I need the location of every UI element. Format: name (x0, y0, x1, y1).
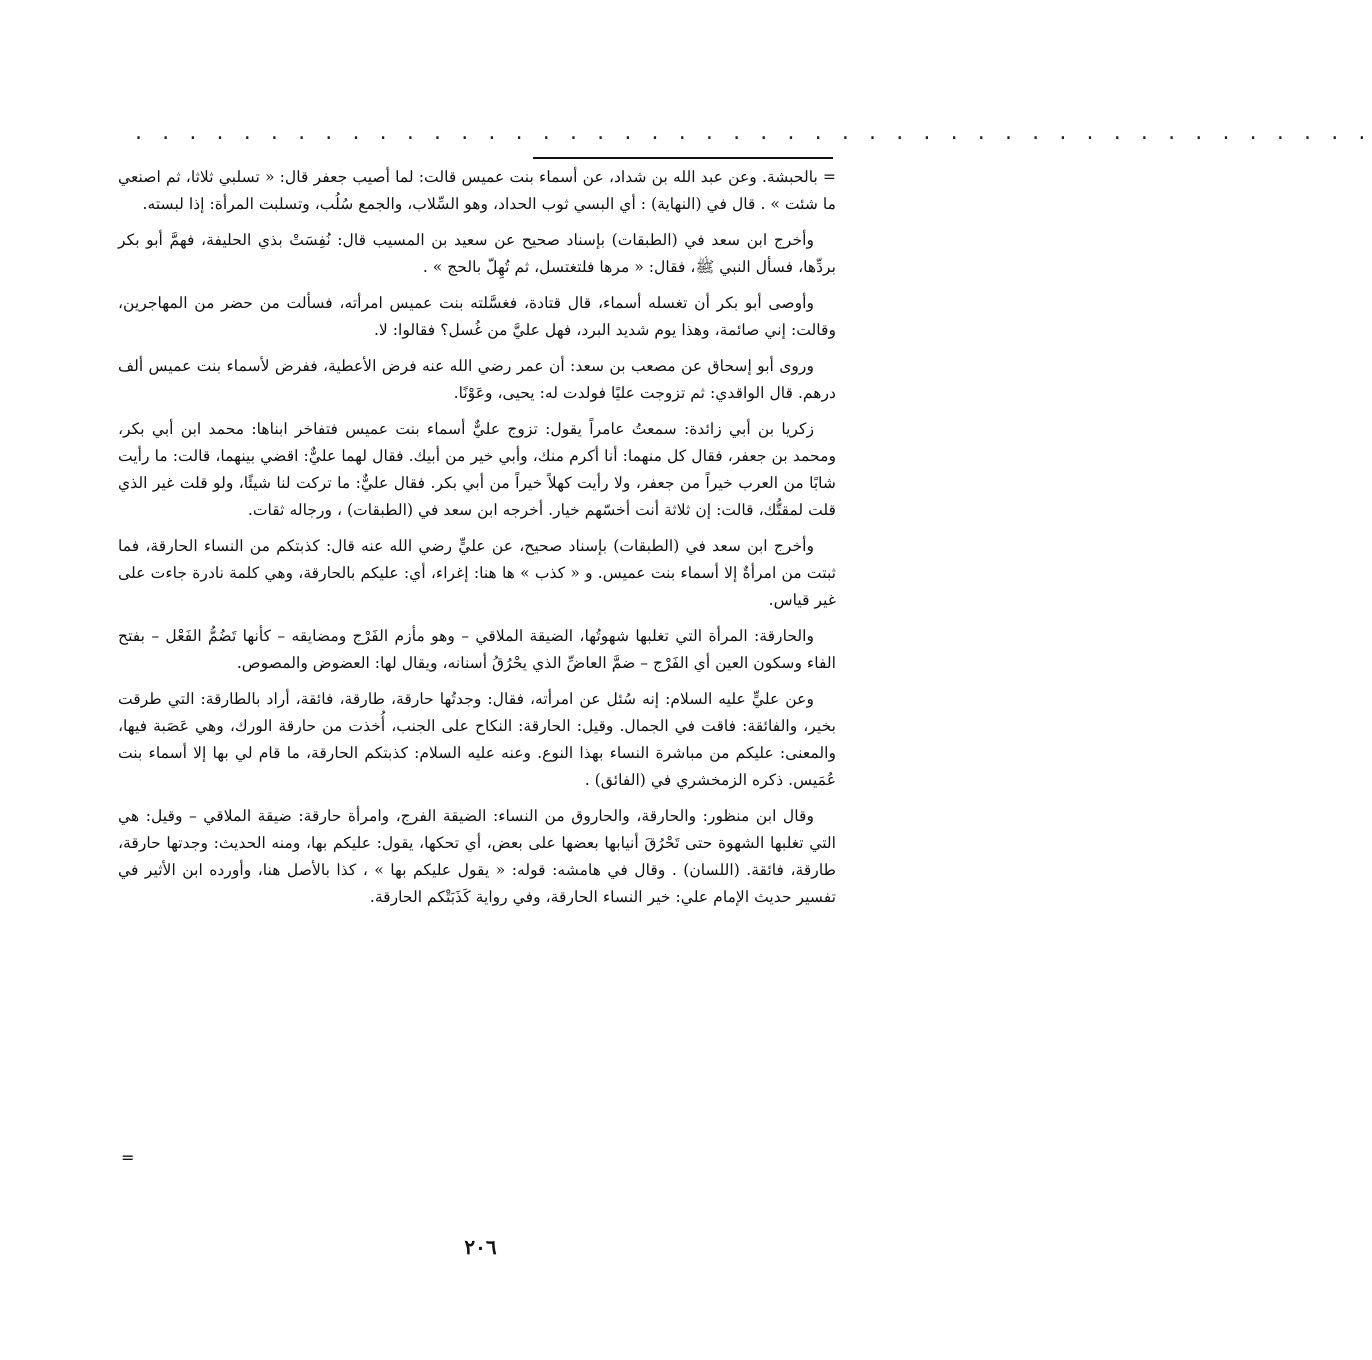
page-number: ٢٠٦ (464, 1235, 497, 1259)
footnotes-block (118, 164, 836, 920)
footnote-paragraph: وعن عليٍّ عليه السلام: إنه سُئل عن امرأته، فقال: وجدتُها حارقة، طارقة، فائقة، أراد بالطارقة: التي طرقت بخير، والفائقة: فاقت في الجمال. وقيل: الحارقة: النكاح على الجنب، أُخذت من حارقة الورك، وهي عَصَبة فيها، والمعنى: عليكم من مباشرة النساء بهذا النوع. وعنه عليه السلام: كذبتكم الحارقة، ما قام لي بها إلا أسماء بنت عُمَيس. ذكره الزمخشري في (الفائق) . (118, 690, 836, 789)
footnote-paragraph: وأخرج ابن سعد في (الطبقات) بإسناد صحيح عن سعيد بن المسيب قال: نُفِسَتْ بذي الحليفة، فهمَّ أبو بكر بردِّها، فسأل النبي ﷺ، فقال: « مرها فلتغتسل، ثم تُهِلّ بالحج » . (118, 231, 836, 276)
footnote-paragraph: زكريا بن أبي زائدة: سمعتُ عامراً يقول: تزوج عليٌّ أسماء بنت عميس فتفاخر ابناها: محمد ابن أبي بكر، ومحمد بن جعفر، فقال كل منهما: أنا أكرم منك، وأبي خير من أبيك. فقال لهما عليٌّ: اقضي بينهما، قالت: ما رأيت شابًا من العرب خيراً من جعفر، ولا رأيت كهلاً خيراً من أبي بكر. فقال عليٌّ: ما تركت لنا شيئًا، ولو قلت غير الذي قلت لمقتُّك، قالت: إن ثلاثة أنت أخسّهم خيار. أخرجه ابن سعد في (الطبقات) ، ورجاله ثقات. (118, 420, 836, 519)
footnote-paragraph: والحارقة: المرأة التي تغلبها شهوتُها، الضيقة الملاقي – وهو مأزم الفَرْج ومضايقه – كأنها تَضُمُّ الفَعْل – بفتح الفاء وسكون العين أي الفَرْج – ضمَّ العاضِّ الذي يحْرُقُ أسنانه، ويقال لها: العضوض والمصوص. (118, 627, 836, 672)
footnote-paragraph: وأخرج ابن سعد في (الطبقات) بإسناد صحيح، عن عليٍّ رضي الله عنه قال: كذبتكم من النساء الحارقة، فما ثبتت من امرأةٌ إلا أسماء بنت عميس. و « كذب » ها هنا: إغراء، أي: عليكم بالحارقة، وهي كلمة نادرة جاءت على غير قياس. (118, 537, 836, 609)
footnote-paragraph: = بالحبشة. وعن عبد الله بن شداد، عن أسماء بنت عميس قالت: لما أصيب جعفر قال: « تسلبي ثلاثا، ثم اصنعي ما شئت » . قال في (النهاية) : أي البسي ثوب الحداد، وهو السِّلاب، والجمع سُلُب، وتسلبت المرأة: إذا لبسته. (118, 168, 836, 213)
footnote-paragraph: وروى أبو إسحاق عن مصعب بن سعد: أن عمر رضي الله عنه فرض الأعطية، ففرض لأسماء بنت عميس ألف درهم. قال الواقدي: ثم تزوجت عليًا فولدت له: يحيى، وعَوْنًا. (118, 357, 836, 402)
footnote-paragraph: وقال ابن منظور: والحارقة، والحاروق من النساء: الضيقة الفرج، وامرأة حارقة: ضيقة الملاقي – وقيل: هي التي تغلبها الشهوة حتى تَحْرُقَ أنيابها بعضها على بعض، أي تحكها، يقول: عليكم بها، ومنه الحديث: وجدتها حارقة، طارقة، فائقة. (اللسان) . وقال في هامشه: قوله: « يقول عليكم بها » ، كذا بالأصل هنا، وأورده ابن الأثير في تفسير حديث الإمام علي: خير النساء الحارقة، وفي رواية كَذَبَتْكم الحارقة. (118, 807, 836, 906)
footnote-rule (533, 157, 833, 159)
footnote-paragraph: وأوصى أبو بكر أن تغسله أسماء، قال قتادة، فغسَّلته بنت عميس امرأته، فسألت من حضر من المهاجرين، وقالت: إني صائمة، وهذا يوم شديد البرد، فهل عليَّ من غُسل؟ فقالوا: لا. (118, 294, 836, 339)
continuation-mark: = (121, 1148, 135, 1167)
dotted-separator: . . . . . . . . . . . . . . . . . . . . . . . . . . . . . . . . . . . . . . . . . . . . . . (135, 120, 1372, 145)
